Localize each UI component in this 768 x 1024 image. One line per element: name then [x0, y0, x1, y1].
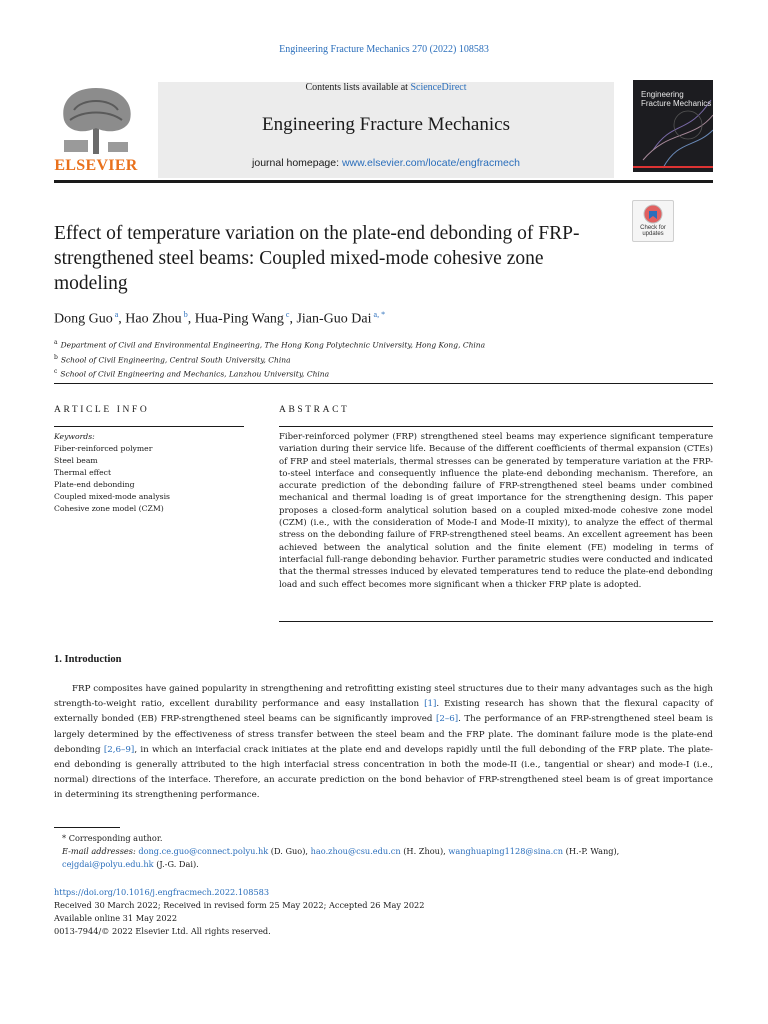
author-name[interactable]: Hua-Ping Wang — [194, 311, 284, 327]
introduction-paragraph: FRP composites have gained popularity in strengthening and retrofitting existing steel structures due to their many advantages such as the high strength-to-weight ratio, excellent durability performance and easy installation [1]. Existing research has shown that the flexural capacity of externally bonded (EB) FRP-strengthened steel beams can be significantly improved [2–6]. The performance of an FRP-strengthened steel beam is largely determined by the effectiveness of stress transfer between the steel beam and the FRP plate. The dominant failure mode is the plate-end debonding [2,6–9], in which an interfacial crack initiates at the plate end and develops rapidly until the full debonding of the FRP plate. The plate-end debonding is generally attributed to the high interfacial stress concentration in both the mode-II (i.e., tangential or shear) and mode-I (i.e., normal) directions of the interface. Therefore, an accurate prediction on the bond behavior of FRP-strengthened steel beam is of great importance in determining its strengthening performance. — [54, 684, 714, 801]
contents-prefix: Contents lists available at — [305, 82, 411, 93]
email-link[interactable]: hao.zhou@csu.edu.cn — [310, 846, 401, 856]
abstract-heading: ABSTRACT — [279, 405, 350, 415]
keyword-item: Thermal effect — [54, 468, 112, 477]
author-sup[interactable]: a — [114, 310, 119, 319]
author-list: Dong Guo $^a$, Hao Zhou $^b$, Hua-Ping Wang $^c$, Jian-Guo Dai $^{a, *}$ — [54, 310, 386, 327]
corresponding-author-note: * Corresponding author. — [62, 833, 163, 843]
affiliation-item: $^a$ Department of Civil and Environmental Engineering, The Hong Kong Polytechnic University, Hong Kong, China — [54, 339, 486, 350]
affiliation-item: $^b$ School of Civil Engineering, Central South University, China — [54, 353, 291, 364]
author-sup[interactable]: c — [285, 310, 290, 319]
author-name[interactable]: Jian-Guo Dai — [296, 311, 372, 327]
check-for-updates-button[interactable] — [632, 200, 674, 242]
footnote-rule — [54, 827, 120, 828]
author-name[interactable]: Hao Zhou — [125, 311, 182, 327]
publisher-name: ELSEVIER — [54, 157, 138, 174]
citation-link[interactable]: [2–6] — [435, 714, 459, 725]
copyright: 0013-7944/© 2022 Elsevier Ltd. All rights reserved. — [54, 926, 271, 936]
citation-link[interactable]: [1] — [424, 699, 437, 710]
journal-homepage — [158, 157, 614, 169]
article-info-rule — [54, 426, 244, 427]
homepage-prefix: journal homepage: — [252, 157, 342, 169]
email-addresses: E-mail addresses: dong.ce.guo@connect.polyu.hk (D. Guo), hao.zhou@csu.edu.cn (H. Zhou), wanghuaping1128@sina.cn (H.-P. Wang), cejgdai@polyu.edu.hk (J.-G. Dai). — [62, 846, 620, 869]
header-rule — [54, 180, 713, 183]
footnotes — [54, 832, 713, 871]
sciencedirect-link[interactable]: ScienceDirect — [410, 82, 467, 93]
keyword-item: Cohesive zone model (CZM) — [54, 504, 164, 513]
author-sup[interactable]: b — [183, 310, 188, 319]
article-title: Effect of temperature variation on the plate-end debonding of FRP-strengthened steel beams: Coupled mixed-mode cohesive zone modeling — [54, 223, 580, 294]
keywords-list — [54, 431, 170, 515]
elsevier-tree-icon — [54, 80, 138, 156]
received-dates: Received 30 March 2022; Received in revised form 25 May 2022; Accepted 26 May 2022 — [54, 900, 425, 910]
keyword-item: Plate-end debonding — [54, 480, 135, 489]
cover-title — [641, 90, 711, 108]
citation-link[interactable]: [2,6–9] — [103, 744, 135, 755]
article-info-heading: ARTICLE INFO — [54, 405, 150, 415]
cover-title-line-1: Engineering — [641, 90, 684, 99]
author-sup[interactable]: a, * — [373, 310, 386, 319]
cover-stripe — [633, 166, 713, 168]
affiliation-item: $^c$ School of Civil Engineering and Mechanics, Lanzhou University, China — [54, 368, 330, 379]
keyword-item: Fiber-reinforced polymer — [54, 444, 153, 453]
keyword-item: Coupled mixed-mode analysis — [54, 492, 171, 501]
section-rule — [54, 383, 713, 384]
elsevier-logo[interactable] — [54, 80, 138, 176]
abstract-body: Fiber-reinforced polymer (FRP) strengthened steel beams may experience significant temperature variation during their service life. Because of the different coefficients of thermal expansion (CTEs) of FRP and steel materials, thermal stresses can be generated by temperature variation at the FRP-to-steel interface and consequently influence the plate-end debonding mechanism. Therefore, an accurate prediction of the debonding failure of FRP-strengthened steel beams under combined mechanical and thermal loading is of great importance for the strengthening design. This paper proposes a closed-form analytical solution based on a coupled mixed-mode cohesive zone model (CZM) (i.e., with the consideration of Mode-I and Mode-II mixity), to analyze the effect of thermal stress on the debonding failure of FRP-strengthened steel beams. An excellent agreement has been achieved between the analytical solution and the finite element (FE) modeling in terms of interfacial full-range debonding behavior. Further parametric studies were conducted and indicated that the thermal stresses induced by elevated temperatures tend to reduce the plate-end debonding load and such effect becomes more significant when a thicker FRP plate is adopted. — [279, 432, 713, 590]
article-metadata — [54, 886, 424, 938]
affiliations — [54, 337, 485, 381]
cover-title-line-2: Fracture Mechanics — [641, 99, 712, 108]
abstract-rule — [279, 426, 713, 427]
abstract-bottom-rule — [279, 621, 713, 622]
homepage-link[interactable]: www.elsevier.com/locate/engfracmech — [341, 157, 520, 169]
available-online: Available online 31 May 2022 — [54, 913, 178, 923]
keywords-label: Keywords: — [54, 432, 95, 441]
journal-reference[interactable]: Engineering Fracture Mechanics 270 (2022) 108583 — [279, 44, 489, 55]
introduction-heading: 1. Introduction — [54, 654, 122, 665]
author-name[interactable]: Dong Guo — [54, 311, 113, 327]
email-link[interactable]: wanghuaping1128@sina.cn — [448, 846, 564, 856]
check-updates-icon — [633, 202, 673, 226]
keyword-item: Steel beam — [54, 456, 98, 465]
doi-link[interactable]: https://doi.org/10.1016/j.engfracmech.2022.108583 — [54, 887, 270, 897]
email-link[interactable]: dong.ce.guo@connect.polyu.hk — [138, 846, 269, 856]
check-updates-label: Check for updates — [640, 225, 666, 237]
journal-cover-image[interactable] — [633, 80, 713, 172]
email-link[interactable]: cejgdai@polyu.edu.hk — [62, 859, 154, 869]
journal-title[interactable]: Engineering Fracture Mechanics — [262, 114, 510, 135]
contents-line — [158, 82, 614, 93]
